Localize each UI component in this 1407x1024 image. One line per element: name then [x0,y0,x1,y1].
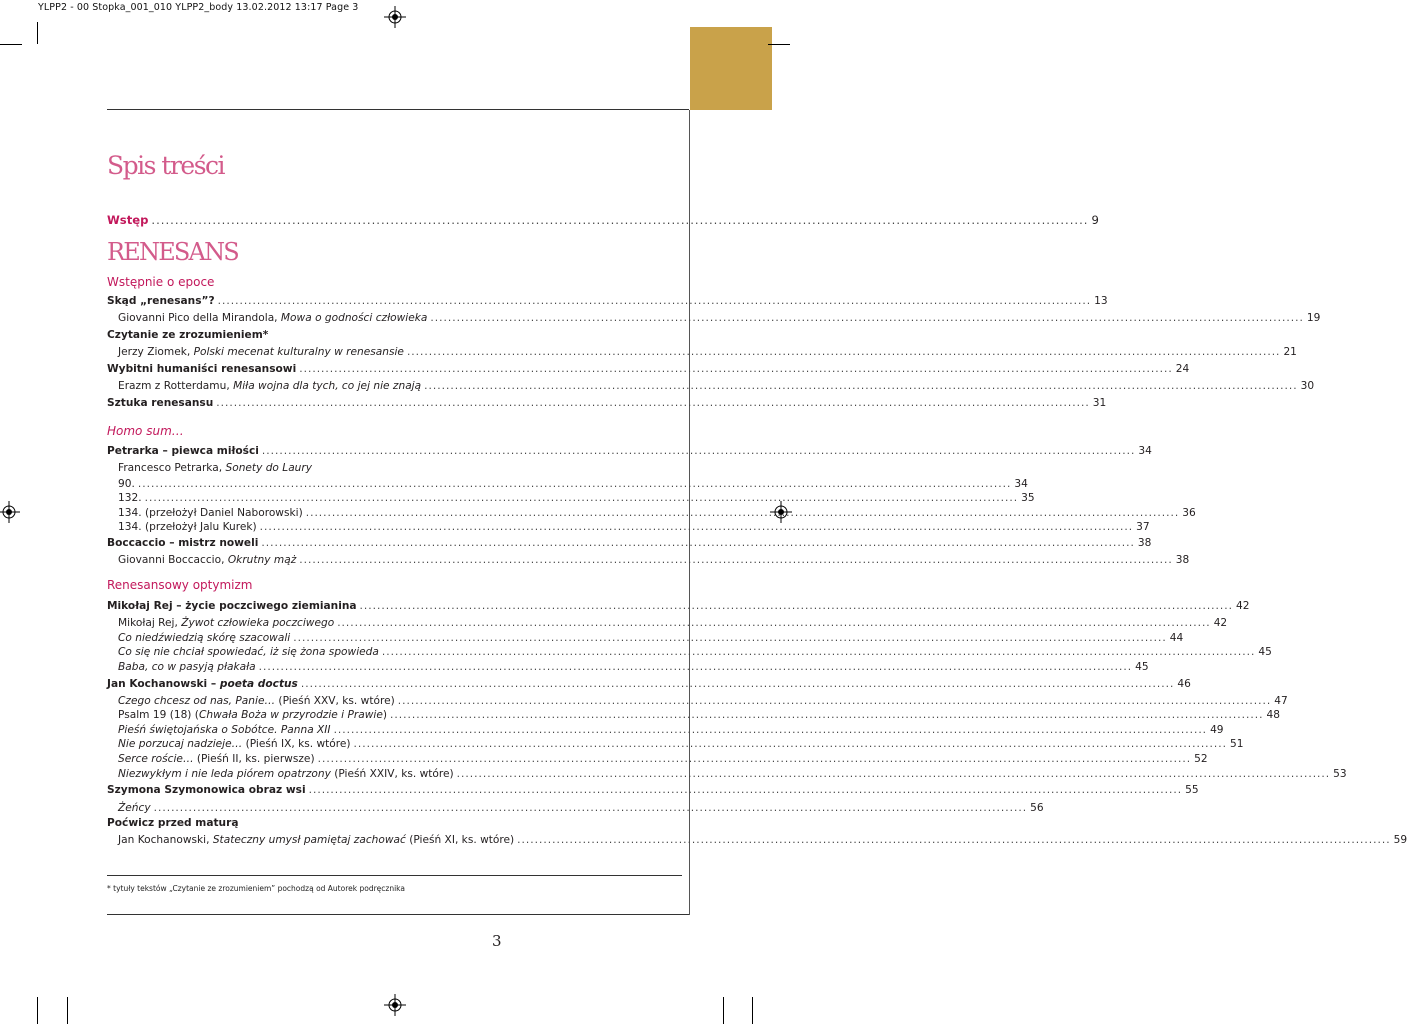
crop-mark [67,997,68,1024]
toc-page-number: 47 [1274,695,1288,707]
toc-entry-text: Giovanni Boccaccio, [118,554,228,566]
toc-entry-label [118,490,142,506]
toc-entry-text: Stateczny umysł pamiętaj zachować [212,834,406,846]
toc-entry-label [107,327,268,343]
toc-entry-text: Pieśń świętojańska o Sobótce. Panna XII [118,724,331,736]
toc-entry [118,707,1280,723]
top-rule [107,109,689,110]
dot-leader [299,552,1173,568]
toc-entry-text: Nie porzucaj nadzieje… [118,738,243,750]
dot-leader [301,676,1175,692]
toc-entry [107,815,682,831]
dot-leader [430,310,1304,326]
toc-entry [118,490,1035,506]
toc-page-number: 55 [1185,784,1199,796]
toc-entry-text: (Pieśń XI, ks. wtóre) [405,834,515,846]
bottom-rule [107,914,689,915]
toc-entry-label [118,644,379,660]
crop-mark [723,997,724,1024]
toc-entry-text: Mowa o godności człowieka [280,312,428,324]
dot-leader [457,766,1331,782]
toc-entry-text: (Pieśń XXIV, ks. wtóre) [330,768,454,780]
dot-leader [360,598,1234,614]
toc-entry [118,736,1244,752]
registration-mark-icon [384,6,406,28]
registration-mark-icon [0,501,20,523]
toc-entry [118,460,682,476]
toc-page-number: 52 [1194,753,1208,765]
toc-entry [118,344,1297,360]
dot-leader [407,344,1281,360]
toc-entry-label [118,736,351,752]
toc-entry-text: (Pieśń XXV, ks. wtóre) [275,695,395,707]
toc-page-number: 59 [1393,834,1407,846]
toc-entry-text: Jan Kochanowski – [107,678,220,690]
toc-page-number: 30 [1300,380,1315,392]
toc-entry-text: poeta doctus [219,678,298,690]
toc-entry-text: Żywot człowieka poczciwego [181,617,335,629]
toc-page-number: 42 [1236,600,1250,612]
toc-page-number: 56 [1030,802,1044,814]
toc-entry-text: Sonety do Laury [225,462,313,474]
toc-entry-label [107,443,259,459]
toc-page-number: 46 [1177,678,1191,690]
footnote-rule [107,875,682,876]
toc-entry-text: 134. (przełożył Daniel Naborowski) [118,507,303,519]
toc-entry-label [118,460,312,476]
toc-entry-intro [107,212,1099,228]
toc-entry-text: 90. [118,478,135,490]
crop-mark [37,997,38,1024]
toc-entry [107,598,1250,614]
toc-entry-text: Sztuka renesansu [107,397,214,409]
toc-entry-label [118,766,454,782]
toc-page-number: 38 [1175,554,1190,566]
dot-leader [382,644,1256,660]
registration-mark-icon [384,994,406,1016]
toc-entry-text: Petrarka – piewca miłości [107,445,259,457]
toc-entry-label: Wstęp [107,213,149,227]
toc-entry-text: (Pieśń II, ks. pierwsze) [193,753,315,765]
toc-entry-text: Polski mecenat kulturalny w renesansie [193,346,404,358]
toc-page-number: 35 [1021,492,1035,504]
toc-entry-text: Baba, co w pasyją płakała [118,661,256,673]
toc-page-number: 21 [1283,346,1297,358]
toc-entry-text: Psalm 19 (18) ( [118,709,199,721]
toc-entry [118,519,1150,535]
toc-entry-text: Giovanni Pico della Mirandola, [118,312,281,324]
page-number: 3 [492,932,502,950]
dot-leader [318,751,1192,767]
toc-entry [118,800,1044,816]
toc-entry-label [118,659,256,675]
toc-page-number: 9 [1091,213,1099,227]
dot-leader [154,800,1028,816]
toc-entry-text: Francesco Petrarka, [118,462,226,474]
toc-page-number: 44 [1169,632,1184,644]
toc-entry-label [118,310,427,326]
toc-entry-label [107,361,296,377]
toc-entry-text: Mikołaj Rej – życie poczciwego ziemianina [107,600,357,612]
toc-entry [107,535,1152,551]
toc-page-number: 42 [1213,617,1228,629]
dot-leader [216,395,1090,411]
toc-entry [118,378,1315,394]
toc-entry-label [118,378,421,394]
toc-entry-text: Chwała Boża w przyrodzie i Prawie [198,709,383,721]
toc-entry-text: Jerzy Ziomek, [118,346,194,358]
toc-entry-label [118,615,334,631]
crop-mark [768,44,790,45]
page-title: Spis treści [107,151,225,180]
toc-page-number: 49 [1210,724,1224,736]
toc-entry-label [118,344,404,360]
toc-entry [118,310,1321,326]
toc-page-number: 34 [1014,478,1028,490]
group-heading: Wstępnie o epoce [107,275,215,289]
toc-page-number: 36 [1182,507,1196,519]
dot-leader [517,832,1391,848]
toc-entry-label [107,676,298,692]
toc-entry [107,676,1191,692]
toc-page-number: 45 [1135,661,1149,673]
toc-page-number: 45 [1258,646,1272,658]
group-heading: Renesansowy optymizm [107,578,253,592]
toc-entry-label [118,707,387,723]
toc-entry-text: Erazm z Rotterdamu, [118,380,234,392]
toc-page-number: 48 [1266,709,1280,721]
dot-leader [151,212,1088,228]
toc-entry [118,552,1190,568]
toc-page-number: 19 [1306,312,1321,324]
dot-leader [260,519,1134,535]
toc-entry [118,644,1272,660]
toc-entry [107,395,1107,411]
group-heading: Homo sum… [107,424,184,438]
toc-entry-text: Okrutny mąż [227,554,297,566]
toc-entry [118,832,1407,848]
dot-leader [309,782,1183,798]
toc-entry-label [118,751,315,767]
toc-entry-text: Skąd „renesans”? [107,295,215,307]
dot-leader [145,490,1019,506]
toc-entry-text: Żeńcy [118,802,151,814]
toc-entry-label [107,395,213,411]
toc-page-number: 37 [1136,521,1150,533]
dot-leader [390,707,1264,723]
dot-leader [259,659,1133,675]
toc-entry-label [118,800,151,816]
toc-page-number: 34 [1138,445,1152,457]
toc-page-number: 24 [1175,363,1190,375]
dot-leader [218,293,1092,309]
toc-entry-text: ) [382,709,387,721]
toc-entry [118,766,1347,782]
toc-entry-label [118,552,296,568]
print-slug: YLPP2 - 00 Stopka_001_010 YLPP2_body 13.02.2012 13:17 Page 3 [38,2,359,13]
dot-leader [262,443,1136,459]
toc-entry-text: Szymona Szymonowica obraz wsi [107,784,306,796]
toc-entry-label [107,782,306,798]
toc-page-number: 38 [1137,537,1152,549]
dot-leader [299,361,1173,377]
toc-entry-text: 134. (przełożył Jalu Kurek) [118,521,257,533]
toc-entry-label [107,598,357,614]
toc-entry [107,361,1190,377]
toc-entry-text: Mikołaj Rej, [118,617,182,629]
toc-entry [107,293,1108,309]
toc-entry [107,443,1152,459]
crop-mark [0,44,22,45]
dot-leader [261,535,1135,551]
toc-entry-text: Boccaccio – mistrz noweli [107,537,259,549]
toc-entry-label [118,519,257,535]
chapter-tab [690,27,772,110]
toc-entry-text: Co się nie chciał spowiedać, iż się żona spowieda [118,646,379,658]
toc-page-number: 51 [1230,738,1244,750]
dot-leader [337,615,1211,631]
toc-entry [107,327,682,343]
crop-mark [752,997,753,1024]
toc-entry [118,615,1228,631]
footnote: * tytuły tekstów „Czytanie ze zrozumieniem” pochodzą od Autorek podręcznika [107,884,405,893]
toc-entry-text: 132. [118,492,142,504]
toc-entry-label [118,832,514,848]
toc-entry-text: Poćwicz przed maturą [107,817,239,829]
toc-entry [107,782,1199,798]
toc-entry-text: Niezwykłym i nie leda piórem opatrzony [118,768,331,780]
toc-entry [118,659,1149,675]
toc-entry-text: Miła wojna dla tych, co jej nie znają [233,380,422,392]
crop-mark [37,22,38,44]
toc-entry-label [107,535,258,551]
toc-page-number: 13 [1094,295,1108,307]
dot-leader [354,736,1228,752]
toc-page-number: 31 [1092,397,1107,409]
section-title: RENESANS [107,238,238,266]
toc-entry-text: Czego chcesz od nas, Panie… [118,695,276,707]
toc-entry-label [107,815,238,831]
toc-entry-text: (Pieśń IX, ks. wtóre) [242,738,351,750]
toc-page-number: 53 [1333,768,1347,780]
toc-entry [118,751,1208,767]
dot-leader [424,378,1298,394]
toc-entry-text: Jan Kochanowski, [118,834,213,846]
toc-entry-text: Wybitni humaniści renesansowi [107,363,297,375]
toc-entry-text: Czytanie ze zrozumieniem* [107,329,269,341]
toc-entry-text: Serce roście… [118,753,194,765]
toc-entry-label [107,293,215,309]
toc-entry-text: Co niedźwiedzią skórę szacowali [118,632,291,644]
